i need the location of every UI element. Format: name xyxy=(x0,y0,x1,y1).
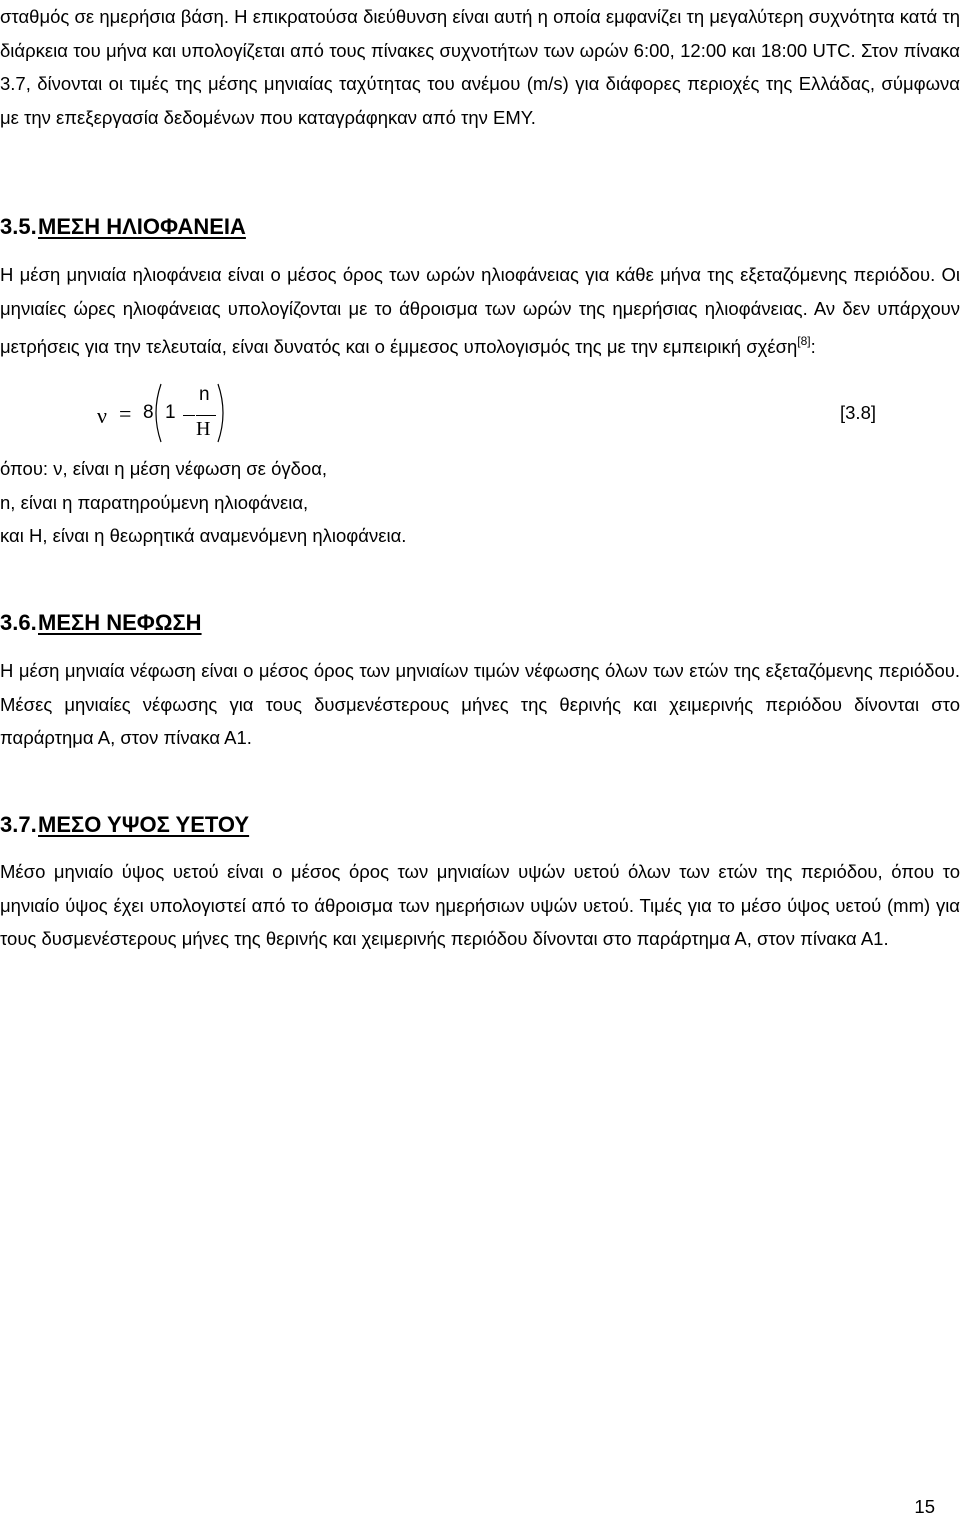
right-paren-icon xyxy=(216,382,230,444)
section-number: 3.7. xyxy=(0,812,37,837)
section-title: ΜΕΣΟ ΥΨΟΣ ΥΕΤΟΥ xyxy=(38,812,250,837)
where-line-1: όπου: ν, είναι η μέση νέφωση σε όγδοα, xyxy=(0,458,328,479)
section-number: 3.5. xyxy=(0,214,37,239)
left-paren-icon xyxy=(149,382,163,444)
where-line-2: n, είναι η παρατηρούμενη ηλιοφάνεια, xyxy=(0,492,309,513)
cloudiness-paragraph: Η μέση μηνιαία νέφωση είναι ο μέσος όρος των μηνιαίων τιμών νέφωσης όλων των ετών της εξεταζόμενης περιόδου. Μέσες μηνιαίες νέφωσης για τους δυσμενέστερους μήνες της θερινής και χειμερινής περιόδου δίνονται στο παράρτημα Α, στον πίνακα Α1. xyxy=(0,660,960,748)
section-number: 3.6. xyxy=(0,610,37,635)
formula-denominator: Η xyxy=(196,418,211,440)
sunshine-paragraph xyxy=(0,258,960,364)
formula-fraction-bar xyxy=(196,415,216,416)
sunshine-text: Η μέση μηνιαία ηλιοφάνεια είναι ο μέσος όρος των ωρών ηλιοφάνειας για κάθε μήνα της εξεταζόμενης περιόδου. Οι μηνιαίες ώρες ηλιοφάνειας υπολογίζονται με το άθροισμα των ωρών της ημερήσιας ηλιοφάνειας. Αν δεν υπάρχουν μετρήσεις για την τελευταία, είναι δυνατός και ο έμμεσος υπολογισμός της με την εμπειρική σχέση xyxy=(0,264,960,357)
formula-label: [3.8] xyxy=(840,402,876,423)
section-title: ΜΕΣΗ ΗΛΙΟΦΑΝΕΙΑ xyxy=(38,214,246,239)
formula-nu: ν xyxy=(97,403,107,428)
citation-superscript: [8] xyxy=(797,334,811,348)
formula-3-8 xyxy=(0,384,960,448)
formula-numerator: n xyxy=(199,384,210,405)
formula-minus xyxy=(183,415,195,416)
section-heading-3-6 xyxy=(0,610,202,636)
colon: : xyxy=(810,336,816,357)
where-line-3: και Η, είναι η θεωρητικά αναμενόμενη ηλιοφάνεια. xyxy=(0,525,407,546)
page-number: 15 xyxy=(914,1496,935,1517)
section-heading-3-5 xyxy=(0,214,246,240)
intro-paragraph: σταθμός σε ημερήσια βάση. Η επικρατούσα διεύθυνση είναι αυτή η οποία εμφανίζει τη μεγαλύτερη συχνότητα κατά τη διάρκεια του μήνα και υπολογίζεται από τους πίνακες συχνοτήτων των ωρών 6:00, 12:00 και 18:00 UTC. Στον πίνακα 3.7, δίνονται οι τιμές της μέσης μηνιαίας ταχύτητας του ανέμου (m/s) για διάφορες περιοχές της Ελλάδας, σύμφωνα με την επεξεργασία δεδομένων που καταγράφηκαν από την ΕΜΥ. xyxy=(0,6,960,128)
section-title: ΜΕΣΗ ΝΕΦΩΣΗ xyxy=(38,610,202,635)
rainfall-paragraph: Μέσο μηνιαίο ύψος υετού είναι ο μέσος όρος των μηνιαίων υψών υετού όλων των ετών της περιόδου, όπου το μηνιαίο ύψος έχει υπολογιστεί από το άθροισμα των ημερήσιων υψών υετού. Τιμές για το μέσο ύψος υετού (mm) για τους δυσμενέστερους μήνες της θερινής και χειμερινής περιόδου δίνονται στο παράρτημα Α, στον πίνακα Α1. xyxy=(0,861,960,949)
section-heading-3-7 xyxy=(0,812,249,838)
formula-equals: = xyxy=(119,401,132,426)
formula-eight: 8 xyxy=(143,402,154,423)
formula-one: 1 xyxy=(165,402,176,423)
